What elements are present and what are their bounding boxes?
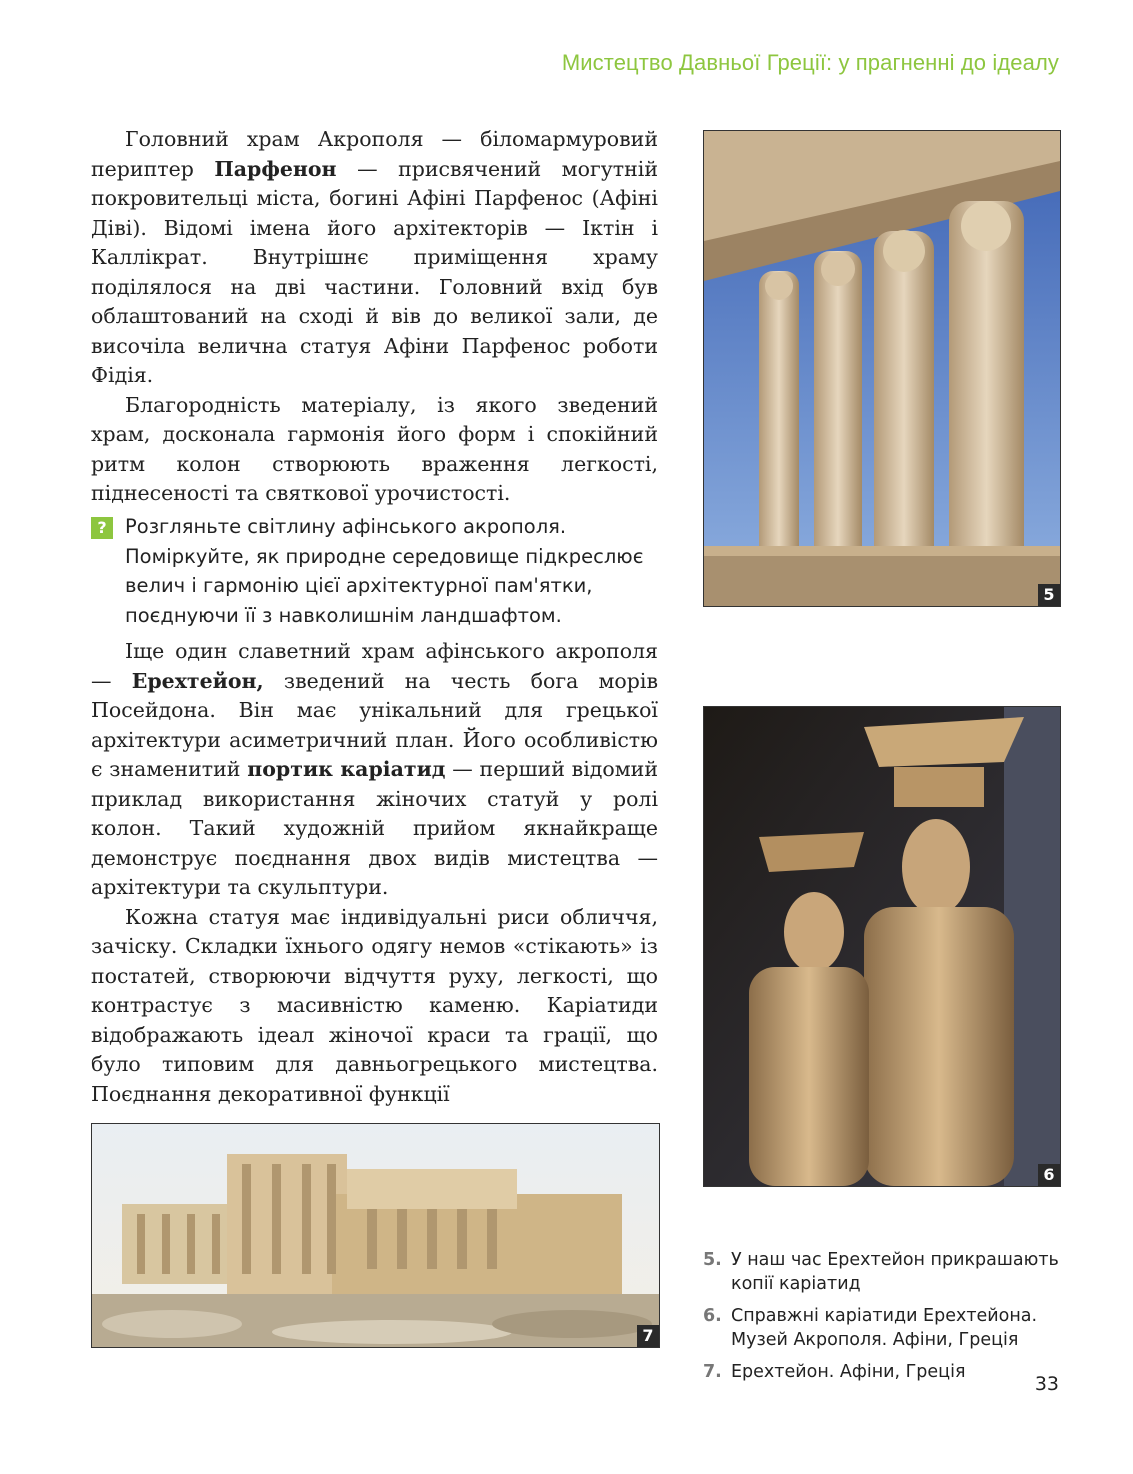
paragraph-statues: Кожна статуя має індивідуальні риси обличчя, зачіску. Складки їхнього одягу немов «стікають» із постатей, створюючи відчуття руху, легкості, що контрастує з масивністю каменю. Каріатиди відображають ідеал жіночої краси та грації, що було типовим для давньогрецького мистецтва. Поєднання декоративної функції (91, 904, 658, 1106)
paragraph-harmony: Благородність матеріалу, із якого зведений храм, досконала гармонія його форм і спокійний ритм колон створюють враження легкості, піднесеності та святкової урочистості. (91, 392, 658, 505)
text-column-top (91, 125, 658, 509)
photo-original-caryatids (703, 706, 1061, 1187)
caption-text: У наш час Ерехтейон прикрашають копії каріатид (731, 1250, 1059, 1294)
figure-number-badge: 7 (637, 1325, 659, 1347)
figure-number-badge: 5 (1038, 584, 1060, 606)
caption-number: 5. (703, 1250, 722, 1270)
caryatids-sky-image (704, 131, 1060, 606)
term-erechtheion: Ерехтейон, (131, 668, 264, 693)
paragraph-erechtheion (91, 637, 658, 903)
paragraph-text: Головний храм Акрополя — біломармуровий периптер (91, 127, 658, 181)
paragraph-parthenon (91, 125, 658, 391)
paragraph-text: — присвячений могутній покровительці міста, богині Афіні Парфенос (Афіні Діві). Відомі імена його архітекторів — Іктін і Каллікрат. Внутрішнє приміщення храму поділялося на дві частини. Головний вхід був облаштований на сході й вів до великої зали, де височіла велична статуя Афіни Парфенос роботи Фідія. (91, 156, 658, 387)
caption-item (703, 1360, 1083, 1384)
figure-captions (703, 1248, 1083, 1392)
photo-erechtheion (91, 1123, 660, 1348)
erechtheion-image (92, 1124, 659, 1347)
caption-number: 6. (703, 1306, 722, 1326)
caption-text: Ерехтейон. Афіни, Греція (731, 1362, 966, 1382)
paragraph-text: — перший відомий приклад використання жіночих статуй у ролі колон. Такий художній прийом якнайкраще демонструє поєднання двох видів мистецтва — архітектури та скульптури. (91, 757, 658, 899)
caption-item (703, 1248, 1083, 1296)
text-column-bottom (91, 637, 658, 1109)
caption-number: 7. (703, 1362, 722, 1382)
caption-item (703, 1304, 1083, 1352)
term-caryatid-porch: портик каріатид (247, 757, 446, 781)
figure-number-badge: 6 (1038, 1164, 1060, 1186)
caption-text: Справжні каріатиди Ерехтейона. Музей Акрополя. Афіни, Греція (731, 1306, 1038, 1350)
page-number: 33 (1034, 1373, 1059, 1395)
photo-caryatid-copies (703, 130, 1061, 607)
term-parthenon: Парфенон (214, 156, 337, 181)
paragraph-text: зведений на честь бога морів Посейдона. Він має унікальний для грецької архітектури асиметричний план. Його особливістю є знаменитий (91, 668, 658, 781)
paragraph-text: Іще один славетний храм афінського акрополя — (91, 639, 658, 693)
question-icon: ? (91, 517, 113, 539)
page-header-title: Мистецтво Давньої Греції: у прагненні до ідеалу (561, 50, 1059, 75)
question-text: Розгляньте світлину афінського акрополя. Поміркуйте, як природне середовище підкреслює велич і гармонію цієї архітектурної пам'ятки, поєднуючи її з навколишнім ландшафтом. (125, 515, 644, 627)
question-block (91, 512, 666, 630)
caryatids-museum-image (704, 707, 1060, 1186)
